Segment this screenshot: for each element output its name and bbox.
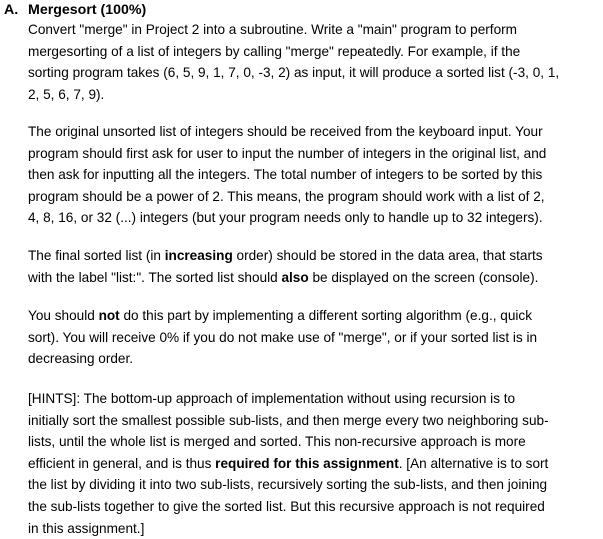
text-line xyxy=(28,327,600,349)
text-run: The original unsorted list of integers should be received from the keyboard input. Your xyxy=(28,124,543,139)
text-run: 4, 8, 16, or 32 (...) integers (but your program needs only to handle up to 32 integers). xyxy=(28,210,543,226)
text-run: lists, until the whole list is merged and sorted. This non-recursive approach is more xyxy=(28,434,526,450)
text-run: Convert "merge" in Project 2 into a subroutine. Write a "main" program to perform xyxy=(28,22,517,37)
text-line xyxy=(28,431,600,453)
text-line xyxy=(28,19,600,41)
emphasis-text: increasing xyxy=(164,248,233,263)
text-line xyxy=(28,305,600,327)
text-run: program should first ask for user to input the number of integers in the original list, and xyxy=(28,145,547,161)
paragraph-input-requirements xyxy=(28,121,600,229)
emphasis-text: required for this assignment xyxy=(215,455,399,471)
section-title: Mergesort (100%) xyxy=(28,2,147,18)
text-line xyxy=(28,496,600,518)
text-line xyxy=(28,348,600,370)
text-run: . [An alternative is to sort xyxy=(398,455,549,471)
text-line xyxy=(28,62,600,84)
text-run: You should xyxy=(28,308,99,323)
emphasis-text: also xyxy=(281,269,309,285)
text-line xyxy=(28,143,600,165)
text-line xyxy=(28,121,600,143)
text-run: initially sort the smallest possible sub-lists, and then merge every two neighboring sub- xyxy=(28,412,549,428)
text-run: order) should be stored in the data area, that starts xyxy=(232,248,543,263)
text-line xyxy=(28,245,600,267)
text-run: efficient in general, and is thus xyxy=(28,455,216,471)
text-line xyxy=(28,207,600,229)
text-run: decreasing order. xyxy=(28,351,134,367)
text-run: The final sorted list (in xyxy=(28,248,165,263)
paragraph-hints xyxy=(28,388,600,539)
section-heading xyxy=(4,1,146,19)
text-run: 2, 5, 6, 7, 9). xyxy=(28,86,105,102)
text-run: in this assignment.] xyxy=(28,520,145,536)
text-line xyxy=(28,410,600,432)
text-run: the sub-lists together to give the sorted list. But this recursive approach is not required xyxy=(28,498,545,514)
text-run: program should be a power of 2. This means, the program should work with a list of 2, xyxy=(28,188,545,204)
text-line xyxy=(28,518,600,539)
text-run: be displayed on the screen (console). xyxy=(308,269,539,285)
section-marker: A. xyxy=(4,2,19,18)
text-line xyxy=(28,84,600,106)
text-run: do this part by implementing a different sorting algorithm (e.g., quick xyxy=(119,308,533,323)
text-line xyxy=(28,186,600,208)
paragraph-restrictions xyxy=(28,305,600,370)
text-line xyxy=(28,453,600,475)
text-run: then ask for inputting all the integers. The total number of integers to be sorted by this xyxy=(28,167,543,183)
text-line xyxy=(28,474,600,496)
paragraph-intro xyxy=(28,19,600,105)
text-line xyxy=(28,388,600,410)
text-run: mergesorting of a list of integers by calling "merge" repeatedly. For example, if the xyxy=(28,43,521,59)
text-run: the list by dividing it into two sub-lists, recursively sorting the sub-lists, and then joining xyxy=(28,477,548,493)
text-line xyxy=(28,41,600,63)
text-run: sorting program takes (6, 5, 9, 1, 7, 0, -3, 2) as input, it will produce a sorted list (-3, 0, 1, xyxy=(28,65,560,81)
paragraph-output-requirements xyxy=(28,245,600,288)
text-run: sort). You will receive 0% if you do not make use of "merge", or if your sorted list is in xyxy=(28,329,538,345)
text-run: [HINTS]: The bottom-up approach of implementation without using recursion is to xyxy=(28,391,516,406)
text-line xyxy=(28,164,600,186)
emphasis-text: not xyxy=(98,308,120,323)
text-line xyxy=(28,267,600,289)
text-run: with the label "list:". The sorted list should xyxy=(28,269,282,285)
